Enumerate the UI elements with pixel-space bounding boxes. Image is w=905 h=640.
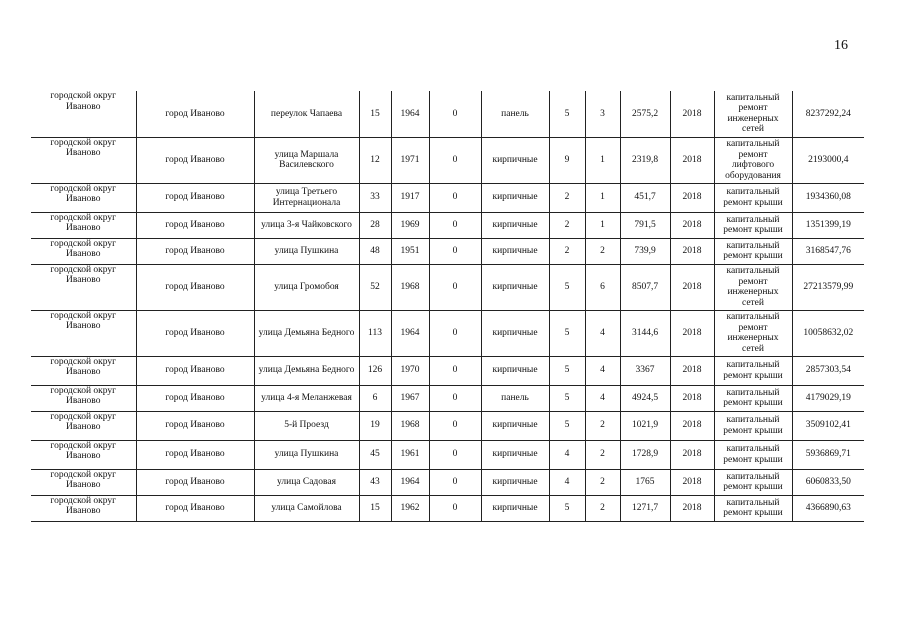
- cell-settlement: город Иваново: [136, 137, 254, 183]
- cell-entrances: 2: [585, 238, 620, 264]
- cell-year-commissioned: 0: [429, 183, 481, 212]
- cell-floors: 5: [549, 264, 585, 310]
- cell-work-type: капитальный ремонт инженерных сетей: [714, 310, 792, 356]
- cell-work-type: капитальный ремонт крыши: [714, 469, 792, 495]
- cell-year-planned: 2018: [670, 264, 714, 310]
- cell-municipality: городской округ Иваново: [31, 183, 136, 212]
- cell-entrances: 1: [585, 137, 620, 183]
- cell-floors: 4: [549, 440, 585, 469]
- cell-settlement: город Иваново: [136, 310, 254, 356]
- cell-street: улица Самойлова: [254, 495, 359, 521]
- cell-floors: 2: [549, 212, 585, 238]
- cell-year-planned: 2018: [670, 238, 714, 264]
- cell-settlement: город Иваново: [136, 411, 254, 440]
- cell-house-number: 12: [359, 137, 391, 183]
- cell-house-number: 15: [359, 495, 391, 521]
- cell-wall-material: кирпичные: [481, 183, 549, 212]
- cell-municipality: городской округ Иваново: [31, 469, 136, 495]
- cell-municipality: городской округ Иваново: [31, 440, 136, 469]
- cell-wall-material: кирпичные: [481, 238, 549, 264]
- cell-municipality: городской округ Иваново: [31, 137, 136, 183]
- cell-street: улица Демьяна Бедного: [254, 356, 359, 385]
- cell-work-type: капитальный ремонт крыши: [714, 356, 792, 385]
- cell-area: 739,9: [620, 238, 670, 264]
- cell-year-commissioned: 0: [429, 385, 481, 411]
- cell-year-commissioned: 0: [429, 411, 481, 440]
- cell-entrances: 2: [585, 411, 620, 440]
- cell-area: 1271,7: [620, 495, 670, 521]
- cell-year-built: 1964: [391, 310, 429, 356]
- cell-wall-material: кирпичные: [481, 137, 549, 183]
- cell-year-commissioned: 0: [429, 310, 481, 356]
- table-row: [31, 137, 864, 183]
- cell-entrances: 2: [585, 495, 620, 521]
- cell-municipality: городской округ Иваново: [31, 385, 136, 411]
- cell-year-built: 1968: [391, 411, 429, 440]
- cell-year-planned: 2018: [670, 183, 714, 212]
- cell-floors: 5: [549, 356, 585, 385]
- cell-settlement: город Иваново: [136, 212, 254, 238]
- cell-year-planned: 2018: [670, 385, 714, 411]
- table-row: [31, 91, 864, 137]
- cell-house-number: 52: [359, 264, 391, 310]
- cell-year-built: 1951: [391, 238, 429, 264]
- table-row: [31, 310, 864, 356]
- cell-floors: 4: [549, 469, 585, 495]
- cell-house-number: 126: [359, 356, 391, 385]
- cell-year-planned: 2018: [670, 356, 714, 385]
- cell-municipality: городской округ Иваново: [31, 310, 136, 356]
- cell-cost: 5936869,71: [792, 440, 864, 469]
- cell-municipality: городской округ Иваново: [31, 212, 136, 238]
- cell-street: улица 3-я Чайковского: [254, 212, 359, 238]
- cell-work-type: капитальный ремонт крыши: [714, 238, 792, 264]
- cell-year-planned: 2018: [670, 91, 714, 137]
- cell-settlement: город Иваново: [136, 469, 254, 495]
- cell-wall-material: панель: [481, 385, 549, 411]
- cell-floors: 2: [549, 238, 585, 264]
- cell-year-commissioned: 0: [429, 212, 481, 238]
- cell-entrances: 6: [585, 264, 620, 310]
- cell-municipality: городской округ Иваново: [31, 238, 136, 264]
- cell-municipality: городской округ Иваново: [31, 91, 136, 137]
- cell-area: 2575,2: [620, 91, 670, 137]
- cell-floors: 2: [549, 183, 585, 212]
- cell-cost: 3509102,41: [792, 411, 864, 440]
- cell-settlement: город Иваново: [136, 238, 254, 264]
- cell-street: улица Садовая: [254, 469, 359, 495]
- cell-cost: 2193000,4: [792, 137, 864, 183]
- cell-year-planned: 2018: [670, 411, 714, 440]
- cell-year-built: 1967: [391, 385, 429, 411]
- cell-house-number: 45: [359, 440, 391, 469]
- cell-year-commissioned: 0: [429, 469, 481, 495]
- cell-wall-material: кирпичные: [481, 310, 549, 356]
- cell-year-commissioned: 0: [429, 440, 481, 469]
- cell-settlement: город Иваново: [136, 91, 254, 137]
- cell-street: улица Третьего Интернационала: [254, 183, 359, 212]
- cell-year-planned: 2018: [670, 469, 714, 495]
- cell-work-type: капитальный ремонт лифтового оборудования: [714, 137, 792, 183]
- cell-year-built: 1964: [391, 91, 429, 137]
- cell-year-commissioned: 0: [429, 264, 481, 310]
- table-row: [31, 385, 864, 411]
- cell-settlement: город Иваново: [136, 264, 254, 310]
- cell-cost: 3168547,76: [792, 238, 864, 264]
- cell-house-number: 113: [359, 310, 391, 356]
- cell-wall-material: кирпичные: [481, 356, 549, 385]
- cell-floors: 5: [549, 385, 585, 411]
- cell-work-type: капитальный ремонт инженерных сетей: [714, 91, 792, 137]
- cell-year-commissioned: 0: [429, 495, 481, 521]
- cell-area: 1021,9: [620, 411, 670, 440]
- cell-street: улица Пушкина: [254, 238, 359, 264]
- cell-street: переулок Чапаева: [254, 91, 359, 137]
- cell-municipality: городской округ Иваново: [31, 495, 136, 521]
- cell-work-type: капитальный ремонт крыши: [714, 411, 792, 440]
- cell-year-built: 1964: [391, 469, 429, 495]
- cell-settlement: город Иваново: [136, 385, 254, 411]
- cell-house-number: 15: [359, 91, 391, 137]
- cell-cost: 1934360,08: [792, 183, 864, 212]
- cell-entrances: 3: [585, 91, 620, 137]
- table-row: [31, 183, 864, 212]
- cell-municipality: городской округ Иваново: [31, 264, 136, 310]
- cell-municipality: городской округ Иваново: [31, 411, 136, 440]
- cell-house-number: 48: [359, 238, 391, 264]
- cell-year-built: 1961: [391, 440, 429, 469]
- cell-area: 3367: [620, 356, 670, 385]
- cell-area: 1728,9: [620, 440, 670, 469]
- cell-cost: 6060833,50: [792, 469, 864, 495]
- cell-street: улица Маршала Василевского: [254, 137, 359, 183]
- table-row: [31, 212, 864, 238]
- cell-cost: 10058632,02: [792, 310, 864, 356]
- cell-house-number: 33: [359, 183, 391, 212]
- cell-house-number: 6: [359, 385, 391, 411]
- cell-street: 5-й Проезд: [254, 411, 359, 440]
- cell-wall-material: кирпичные: [481, 212, 549, 238]
- cell-entrances: 1: [585, 183, 620, 212]
- cell-work-type: капитальный ремонт крыши: [714, 212, 792, 238]
- table-row: [31, 264, 864, 310]
- cell-floors: 9: [549, 137, 585, 183]
- cell-cost: 1351399,19: [792, 212, 864, 238]
- cell-municipality: городской округ Иваново: [31, 356, 136, 385]
- cell-house-number: 43: [359, 469, 391, 495]
- cell-entrances: 2: [585, 440, 620, 469]
- table-row: [31, 440, 864, 469]
- cell-year-commissioned: 0: [429, 91, 481, 137]
- cell-area: 8507,7: [620, 264, 670, 310]
- cell-year-planned: 2018: [670, 212, 714, 238]
- cell-year-planned: 2018: [670, 310, 714, 356]
- cell-year-planned: 2018: [670, 440, 714, 469]
- cell-area: 451,7: [620, 183, 670, 212]
- cell-house-number: 19: [359, 411, 391, 440]
- cell-street: улица Громобоя: [254, 264, 359, 310]
- cell-cost: 4366890,63: [792, 495, 864, 521]
- cell-street: улица Демьяна Бедного: [254, 310, 359, 356]
- table-row: [31, 495, 864, 521]
- cell-settlement: город Иваново: [136, 356, 254, 385]
- cell-cost: 27213579,99: [792, 264, 864, 310]
- cell-work-type: капитальный ремонт крыши: [714, 385, 792, 411]
- cell-street: улица 4-я Меланжевая: [254, 385, 359, 411]
- cell-year-built: 1970: [391, 356, 429, 385]
- cell-area: 791,5: [620, 212, 670, 238]
- repair-register-table: [31, 91, 864, 522]
- cell-year-built: 1968: [391, 264, 429, 310]
- cell-wall-material: панель: [481, 91, 549, 137]
- cell-entrances: 4: [585, 385, 620, 411]
- page-number: 16: [834, 38, 848, 53]
- cell-street: улица Пушкина: [254, 440, 359, 469]
- cell-entrances: 4: [585, 310, 620, 356]
- cell-area: 1765: [620, 469, 670, 495]
- cell-floors: 5: [549, 411, 585, 440]
- cell-year-commissioned: 0: [429, 137, 481, 183]
- cell-settlement: город Иваново: [136, 440, 254, 469]
- table-row: [31, 411, 864, 440]
- table-body: [31, 91, 864, 521]
- cell-year-planned: 2018: [670, 137, 714, 183]
- cell-area: 3144,6: [620, 310, 670, 356]
- cell-entrances: 1: [585, 212, 620, 238]
- cell-cost: 4179029,19: [792, 385, 864, 411]
- cell-cost: 2857303,54: [792, 356, 864, 385]
- cell-house-number: 28: [359, 212, 391, 238]
- cell-area: 2319,8: [620, 137, 670, 183]
- cell-entrances: 2: [585, 469, 620, 495]
- cell-wall-material: кирпичные: [481, 440, 549, 469]
- cell-year-built: 1971: [391, 137, 429, 183]
- cell-wall-material: кирпичные: [481, 495, 549, 521]
- cell-year-built: 1917: [391, 183, 429, 212]
- cell-wall-material: кирпичные: [481, 411, 549, 440]
- cell-work-type: капитальный ремонт крыши: [714, 183, 792, 212]
- cell-wall-material: кирпичные: [481, 264, 549, 310]
- cell-area: 4924,5: [620, 385, 670, 411]
- cell-entrances: 4: [585, 356, 620, 385]
- cell-settlement: город Иваново: [136, 183, 254, 212]
- cell-wall-material: кирпичные: [481, 469, 549, 495]
- table-row: [31, 356, 864, 385]
- cell-year-built: 1962: [391, 495, 429, 521]
- cell-year-built: 1969: [391, 212, 429, 238]
- cell-year-commissioned: 0: [429, 356, 481, 385]
- cell-work-type: капитальный ремонт инженерных сетей: [714, 264, 792, 310]
- cell-year-commissioned: 0: [429, 238, 481, 264]
- cell-floors: 5: [549, 495, 585, 521]
- cell-year-planned: 2018: [670, 495, 714, 521]
- cell-floors: 5: [549, 91, 585, 137]
- cell-work-type: капитальный ремонт крыши: [714, 495, 792, 521]
- cell-floors: 5: [549, 310, 585, 356]
- cell-work-type: капитальный ремонт крыши: [714, 440, 792, 469]
- table-row: [31, 238, 864, 264]
- table-row: [31, 469, 864, 495]
- cell-cost: 8237292,24: [792, 91, 864, 137]
- cell-settlement: город Иваново: [136, 495, 254, 521]
